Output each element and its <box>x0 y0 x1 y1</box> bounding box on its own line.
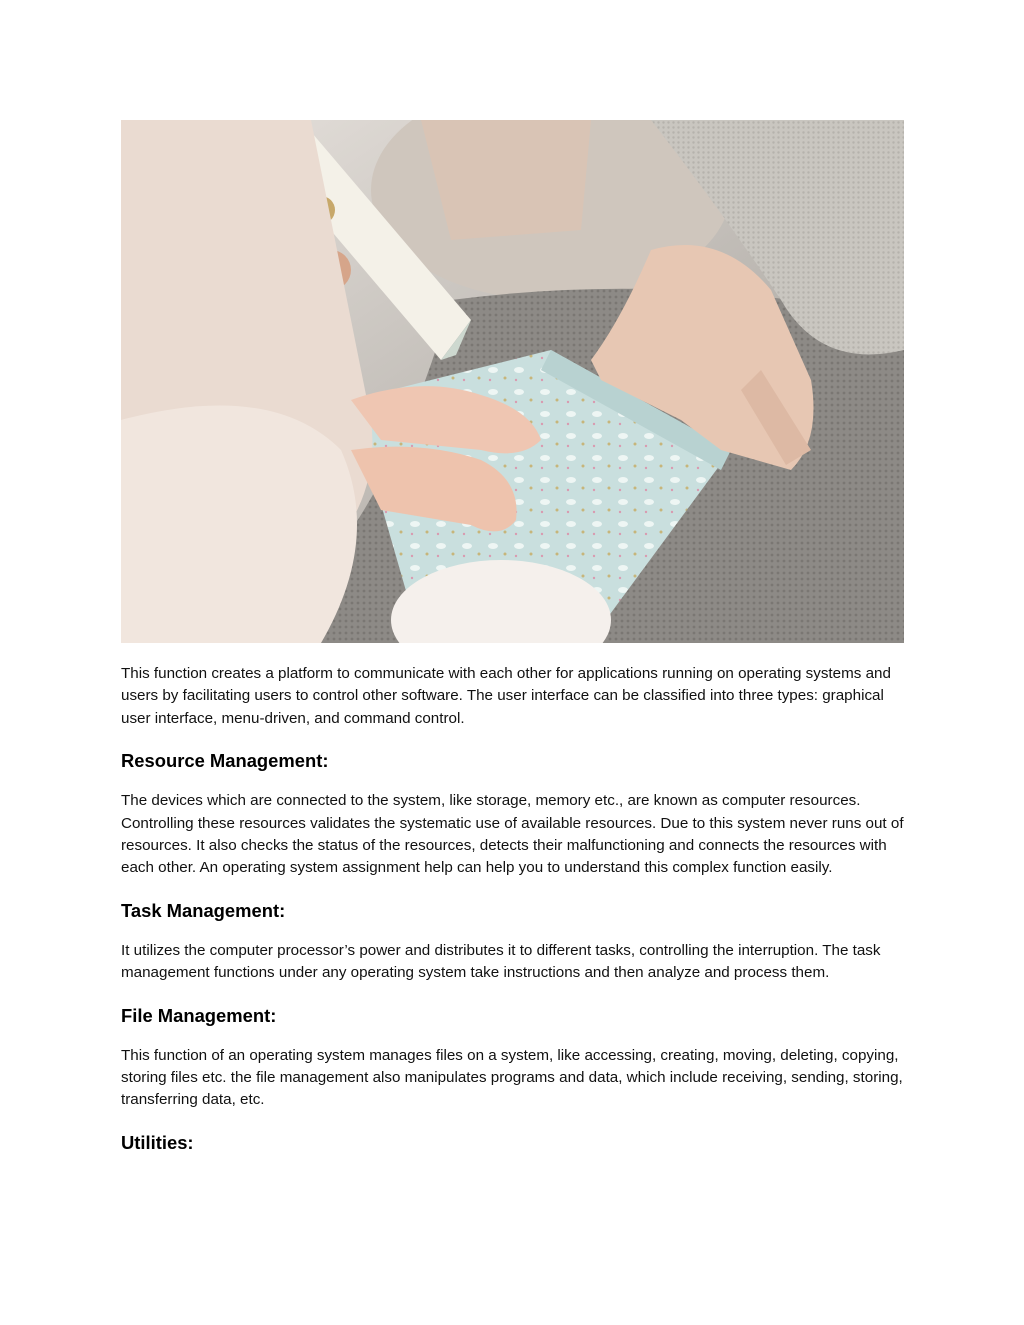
task-management-paragraph: It utilizes the computer processor’s power and distributes it to different tasks, controlling the interruption. The task management functions under any operating system take instructions and then analyze and process them. <box>121 941 881 982</box>
heading-resource-management: Resource Management: <box>121 750 329 772</box>
gift-wrapping-photo <box>121 120 904 643</box>
intro-paragraph: This function creates a platform to communicate with each other for applications running on operating systems and users by facilitating users to control other software. The user interface can be classified into three types: graphical user interface, menu-driven, and command control. <box>121 665 891 727</box>
heading-utilities: Utilities: <box>121 1131 194 1153</box>
resource-management-paragraph: The devices which are connected to the system, like storage, memory etc., are known as computer resources. Controlling these resources validates the systematic use of available resources. Due to this system never runs out of resources. It also checks the status of the resources, detects their malfunctioning and connects the resources with each other. An operating system assignment help can help you to understand this complex function easily. <box>121 792 904 877</box>
file-management-paragraph: This function of an operating system manages files on a system, like accessing, creating, moving, deleting, copying, storing files etc. the file management also manipulates programs and data, which include receiving, sending, storing, transferring data, etc. <box>121 1046 903 1109</box>
heading-task-management: Task Management: <box>121 899 286 921</box>
document-page <box>121 120 905 1172</box>
heading-file-management: File Management: <box>121 1004 277 1026</box>
